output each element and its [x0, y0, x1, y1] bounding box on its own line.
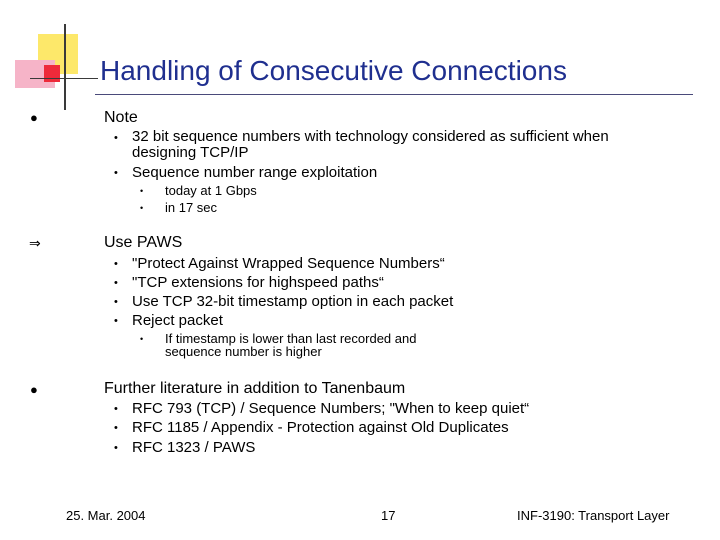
bullet-small-icon: •	[114, 422, 118, 434]
bullet-small-icon: •	[114, 132, 118, 144]
slide-title: Handling of Consecutive Connections	[100, 55, 567, 86]
paws-item-protect: "Protect Against Wrapped Sequence Numbers“	[132, 255, 445, 272]
bullet-small-icon: •	[114, 403, 118, 415]
paws-item-extensions: "TCP extensions for highspeed paths“	[132, 274, 384, 291]
bullet-small-icon: •	[114, 315, 118, 327]
section-heading-note: Note	[104, 109, 138, 126]
bullet-small-icon: •	[114, 167, 118, 179]
deco-red-square	[44, 65, 60, 82]
section-heading-paws: Use PAWS	[104, 234, 183, 251]
bullet-small-icon: •	[114, 442, 118, 454]
corner-decoration	[0, 0, 100, 100]
note-subitem-seconds: in 17 sec	[165, 200, 218, 215]
bullet-small-icon: •	[140, 334, 144, 344]
bullet-small-icon: •	[114, 277, 118, 289]
note-subitem-gbps: today at 1 Gbps	[165, 183, 257, 198]
literature-item-rfc1323: RFC 1323 / PAWS	[132, 439, 256, 456]
title-underline	[95, 94, 693, 95]
bullet-small-icon: •	[140, 203, 144, 213]
literature-item-rfc1185: RFC 1185 / Appendix - Protection against Old Duplicates	[132, 419, 509, 436]
paws-item-reject: Reject packet	[132, 312, 223, 329]
note-item-sequence-bits: 32 bit sequence numbers with technology considered as sufficient when designing TCP/IP	[132, 128, 609, 161]
deco-horizontal-line	[30, 78, 98, 79]
bullet-small-icon: •	[114, 296, 118, 308]
bullet-dot-icon: ●	[30, 382, 38, 397]
footer-course: INF-3190: Transport Layer	[517, 508, 670, 523]
deco-vertical-line	[64, 24, 66, 110]
arrow-right-icon: ⇒	[29, 235, 41, 251]
bullet-small-icon: •	[114, 258, 118, 270]
footer-page-number: 17	[381, 508, 396, 523]
paws-item-timestamp: Use TCP 32-bit timestamp option in each packet	[132, 293, 454, 310]
literature-item-rfc793: RFC 793 (TCP) / Sequence Numbers; "When to keep quiet“	[132, 400, 530, 417]
section-heading-literature: Further literature in addition to Tanenbaum	[104, 380, 406, 397]
bullet-dot-icon: ●	[30, 110, 38, 125]
footer-date: 25. Mar. 2004	[66, 508, 146, 523]
bullet-small-icon: •	[140, 186, 144, 196]
paws-subitem-condition: If timestamp is lower than last recorded and sequence number is higher	[165, 331, 417, 359]
note-item-range-exploitation: Sequence number range exploitation	[132, 164, 378, 181]
